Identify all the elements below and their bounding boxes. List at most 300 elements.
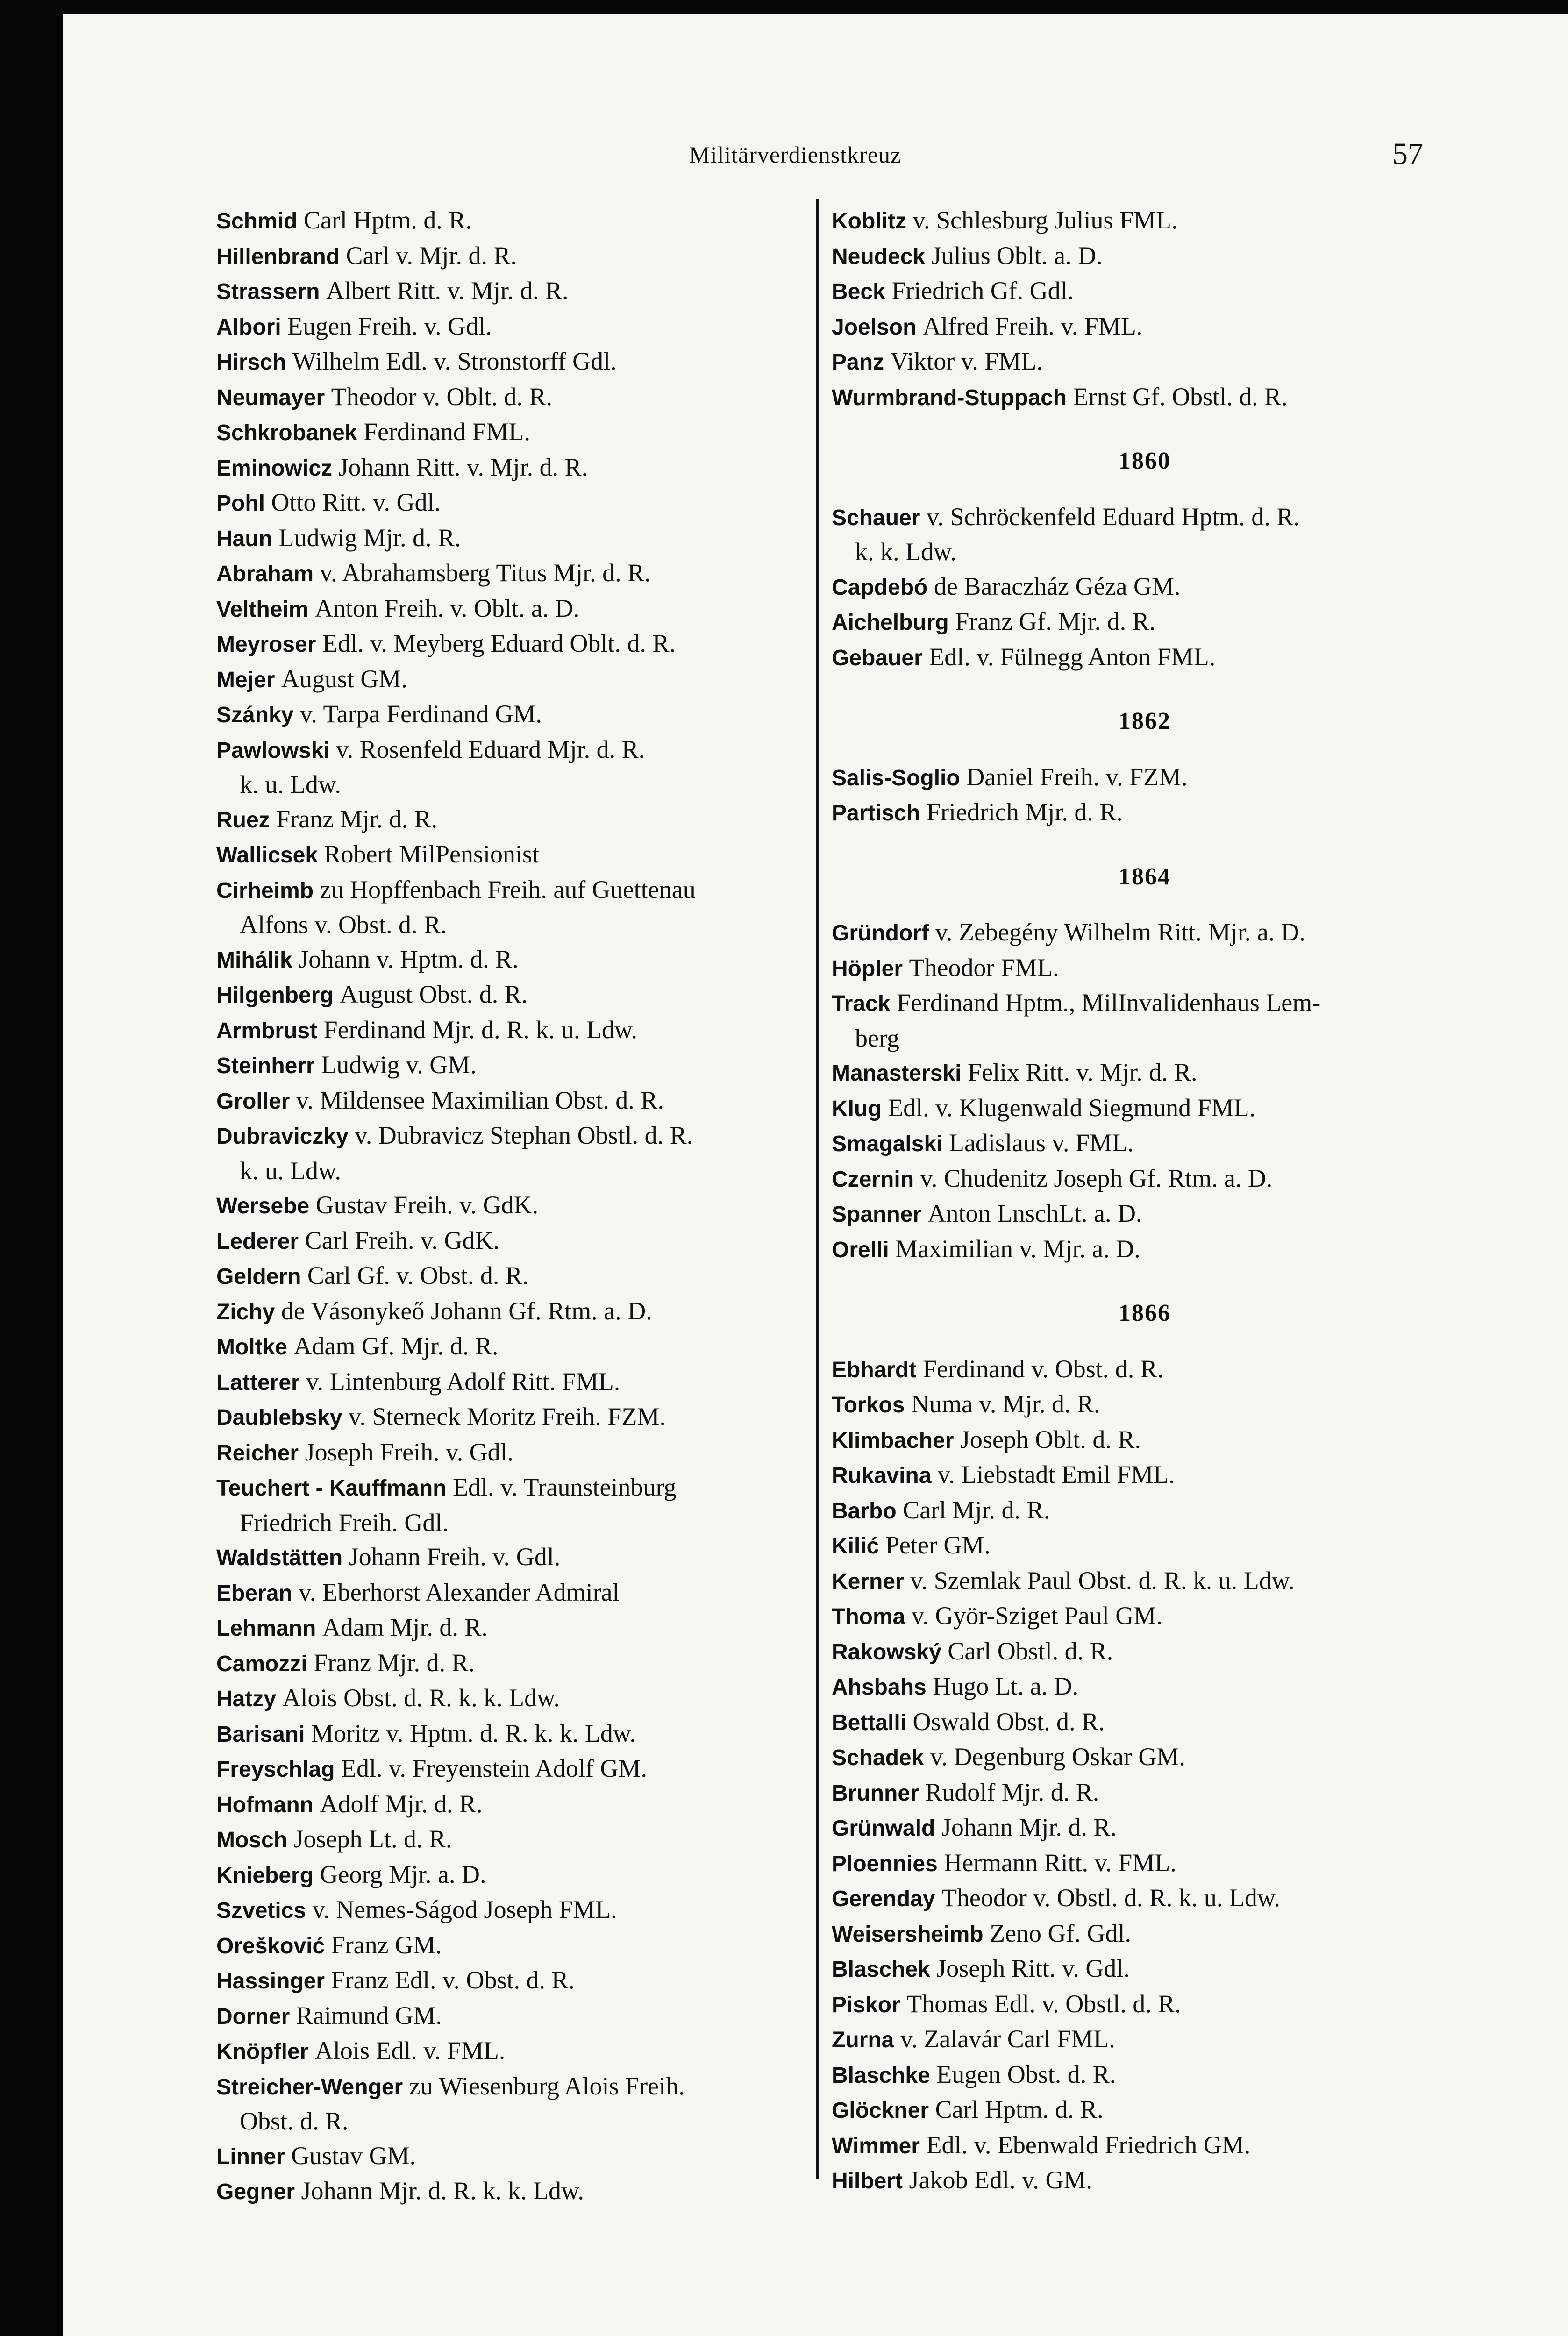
roster-entry [832, 1987, 1439, 2023]
page-number: 57 [1392, 137, 1423, 171]
entry-surname: Glöckner [832, 2098, 929, 2123]
entry-details: v. Tarpa Ferdinand GM. [299, 700, 542, 728]
entry-details: Joseph Ritt. v. Gdl. [936, 1954, 1130, 1982]
roster-entry [216, 415, 810, 450]
roster-entry [832, 1458, 1439, 1493]
entry-surname: Höpler [832, 956, 903, 981]
entry-details: Rudolf Mjr. d. R. [925, 1778, 1099, 1806]
roster-entry [832, 239, 1439, 274]
entry-details: de Vásonykeő Johann Gf. Rtm. a. D. [281, 1296, 652, 1325]
entry-surname: Barbo [832, 1498, 897, 1524]
entry-surname: Hilgenberg [216, 983, 334, 1008]
entry-details: Gustav GM. [291, 2141, 416, 2170]
entry-details: Wilhelm Edl. v. Stronstorff Gdl. [292, 347, 617, 375]
roster-entry [216, 1435, 810, 1471]
entry-surname: Track [832, 991, 891, 1016]
entry-details: Ferdinand Hptm., MilInvalidenhaus Lem- [896, 989, 1321, 1017]
entry-surname: Orelli [832, 1237, 889, 1262]
entry-details: Alois Obst. d. R. k. k. Ldw. [282, 1684, 560, 1712]
roster-entry [832, 1528, 1439, 1564]
entry-details: Edl. v. Traunsteinburg [452, 1473, 677, 1501]
entry-details: v. Sterneck Moritz Freih. FZM. [348, 1403, 666, 1431]
entry-surname: Reicher [216, 1440, 299, 1466]
roster-entry [832, 1740, 1439, 1775]
entry-surname: Freyschlag [216, 1757, 335, 1782]
roster-entry [216, 344, 810, 380]
entry-surname: Ahsbahs [832, 1675, 927, 1700]
entry-surname: Schkrobanek [216, 420, 357, 445]
roster-entry [216, 1224, 810, 1259]
roster-entry [216, 556, 810, 591]
entry-surname: Klimbacher [832, 1428, 954, 1453]
entry-details: Franz GM. [331, 1930, 442, 1959]
year-heading: 1864 [1119, 863, 1171, 890]
entry-details: Carl Hptm. d. R. [935, 2095, 1104, 2123]
entry-surname: Bettalli [832, 1710, 907, 1735]
entry-details: Raimund GM. [296, 2001, 442, 2030]
entry-surname: Steinherr [216, 1054, 315, 1078]
entry-details: Friedrich Mjr. d. R. [926, 798, 1123, 826]
entry-details: v. Rosenfeld Eduard Mjr. d. R. [336, 735, 645, 763]
roster-entry [216, 1259, 810, 1294]
entry-surname: Hirsch [216, 350, 286, 375]
entry-surname: Kerner [832, 1569, 904, 1594]
roster-entry [216, 591, 810, 627]
roster-entry [832, 203, 1439, 239]
entry-surname: Ebhardt [832, 1357, 917, 1382]
entry-details: Adam Gf. Mjr. d. R. [293, 1332, 499, 1360]
entry-surname: Hilbert [832, 2169, 903, 2194]
entry-continuation: Alfons v. Obst. d. R. [240, 911, 447, 939]
entry-surname: Mejer [216, 667, 275, 692]
entry-details: Johann Freih. v. Gdl. [349, 1543, 561, 1571]
roster-entry [216, 521, 810, 556]
entry-details: Johann Ritt. v. Mjr. d. R. [338, 453, 588, 481]
entry-details: v. Dubravicz Stephan Obstl. d. R. [355, 1121, 693, 1149]
roster-entry [216, 1681, 810, 1716]
entry-details: Friedrich Gf. Gdl. [891, 277, 1074, 305]
roster-entry [216, 1999, 810, 2034]
entry-details: v. Zebegény Wilhelm Ritt. Mjr. a. D. [935, 918, 1306, 946]
roster-entry [832, 1493, 1439, 1529]
entry-surname: Eminowicz [216, 456, 333, 481]
entry-surname: Groller [216, 1089, 290, 1114]
roster-entry [832, 1564, 1439, 1599]
entry-surname: Camozzi [216, 1651, 307, 1676]
year-heading: 1866 [1119, 1300, 1171, 1326]
entry-details: Carl Mjr. d. R. [903, 1496, 1050, 1524]
entry-surname: Lehmann [216, 1616, 316, 1641]
entry-details: Edl. v. Fülnegg Anton FML. [929, 642, 1216, 671]
roster-entry [216, 2034, 810, 2069]
entry-surname: Klug [832, 1096, 882, 1121]
entry-details: Adolf Mjr. d. R. [320, 1789, 483, 1818]
roster-entry [216, 662, 810, 698]
roster-entry [216, 802, 810, 838]
entry-surname: Wurmbrand-Stuppach [832, 385, 1067, 410]
entry-details: Hugo Lt. a. D. [933, 1672, 1079, 1700]
roster-entry [216, 1716, 810, 1752]
entry-surname: Piskor [832, 1992, 900, 2017]
entry-surname: Haun [216, 526, 272, 551]
roster-entry [832, 1161, 1439, 1197]
entry-surname: Hatzy [216, 1687, 277, 1711]
running-header: Militärverdienstkreuz [689, 142, 902, 168]
roster-entry [216, 837, 810, 873]
roster-entry [832, 2128, 1439, 2164]
entry-surname: Ploennies [832, 1851, 938, 1876]
entry-details: Numa v. Mjr. d. R. [911, 1390, 1100, 1418]
roster-entry [832, 500, 1439, 570]
entry-surname: Gründorf [832, 921, 929, 946]
entry-surname: Mosch [216, 1828, 288, 1852]
entry-details: Franz Mjr. d. R. [314, 1648, 475, 1677]
roster-entry [832, 1810, 1439, 1846]
roster-entry [832, 605, 1439, 640]
entry-surname: Gerenday [832, 1887, 935, 1911]
entry-details: Joseph Lt. d. R. [293, 1825, 452, 1853]
entry-details: August Obst. d. R. [340, 980, 528, 1008]
roster-entry [216, 1188, 810, 1224]
roster-entry [832, 1669, 1439, 1705]
entry-surname: Teuchert - Kauffmann [216, 1476, 447, 1501]
entry-surname: Aichelburg [832, 610, 949, 635]
entry-surname: Schmid [216, 209, 298, 234]
roster-entry [216, 1858, 810, 1893]
roster-entry [216, 1400, 810, 1435]
entry-surname: Szvetics [216, 1898, 306, 1923]
roster-entry [832, 344, 1439, 380]
roster-entry [832, 915, 1439, 951]
roster-entry [216, 977, 810, 1013]
roster-entry [216, 873, 810, 942]
entry-details: Julius Oblt. a. D. [931, 241, 1103, 270]
entry-surname: Dubraviczky [216, 1124, 349, 1149]
entry-details: Hermann Ritt. v. FML. [944, 1848, 1176, 1877]
entry-details: v. Szemlak Paul Obst. d. R. k. u. Ldw. [910, 1566, 1295, 1595]
roster-entry [216, 2069, 810, 2139]
entry-surname: Dorner [216, 2004, 290, 2029]
entry-surname: Armbrust [216, 1018, 318, 1043]
entry-continuation: Obst. d. R. [240, 2107, 349, 2135]
entry-surname: Albori [216, 314, 281, 340]
entry-details: v. Nemes-Ságod Joseph FML. [312, 1895, 617, 1923]
entry-details: Edl. v. Freyenstein Adolf GM. [341, 1754, 647, 1782]
roster-entry [216, 1470, 810, 1540]
entry-details: Eugen Freih. v. Gdl. [287, 312, 492, 340]
roster-entry [216, 1048, 810, 1083]
entry-surname: Pohl [216, 491, 265, 516]
entry-details: Anton LnschLt. a. D. [927, 1199, 1142, 1227]
roster-entry [832, 986, 1439, 1055]
entry-surname: Hassinger [216, 1969, 325, 1994]
roster-entry [216, 1928, 810, 1964]
roster-entry [216, 203, 810, 239]
entry-details: Ladislaus v. FML. [948, 1129, 1134, 1157]
entry-surname: Daublebsky [216, 1405, 342, 1430]
roster-entry [832, 1881, 1439, 1916]
roster-entry [832, 1705, 1439, 1740]
entry-details: v. Györ-Sziget Paul GM. [911, 1602, 1162, 1630]
entry-details: v. Liebstadt Emil FML. [937, 1460, 1175, 1488]
entry-details: v. Eberhorst Alexander Admiral [299, 1578, 620, 1606]
roster-entry [216, 627, 810, 662]
entry-surname: Blaschek [832, 1957, 930, 1982]
entry-surname: Strassern [216, 279, 320, 304]
entry-surname: Smagalski [832, 1132, 943, 1156]
entry-surname: Ruez [216, 807, 270, 833]
entry-details: Franz Gf. Mjr. d. R. [955, 607, 1156, 635]
entry-surname: Blaschke [832, 2063, 930, 2088]
entry-details: Franz Edl. v. Obst. d. R. [331, 1966, 575, 1994]
roster-entry [832, 1126, 1439, 1161]
entry-details: Joseph Freih. v. Gdl. [305, 1438, 514, 1466]
entry-surname: Zichy [216, 1299, 275, 1325]
entry-details: v. Schröckenfeld Eduard Hptm. d. R. [926, 502, 1300, 531]
entry-surname: Neudeck [832, 244, 926, 269]
entry-details: Jakob Edl. v. GM. [909, 2166, 1092, 2194]
roster-entry [832, 274, 1439, 309]
entry-surname: Gegner [216, 2179, 295, 2204]
entry-surname: Streicher-Wenger [216, 2074, 403, 2100]
roster-entry [216, 1893, 810, 1928]
roster-entry [832, 1775, 1439, 1811]
entry-details: v. Chudenitz Joseph Gf. Rtm. a. D. [920, 1164, 1273, 1192]
roster-entry [216, 1329, 810, 1365]
roster-entry [832, 760, 1439, 796]
entry-details: zu Wiesenburg Alois Freih. [409, 2072, 685, 2100]
roster-entry [216, 697, 810, 733]
entry-details: Ferdinand v. Obst. d. R. [922, 1354, 1164, 1383]
entry-details: de Baraczház Géza GM. [934, 572, 1181, 600]
entry-surname: Joelson [832, 314, 917, 340]
entry-surname: Grünwald [832, 1816, 935, 1841]
entry-surname: Knieberg [216, 1863, 314, 1888]
entry-details: Ludwig Mjr. d. R. [278, 523, 461, 552]
roster-entry [216, 1540, 810, 1575]
entry-surname: Schauer [832, 505, 920, 530]
entry-continuation: k. u. Ldw. [240, 1156, 341, 1185]
entry-details: Alois Edl. v. FML. [314, 2037, 506, 2065]
roster-entry [832, 1232, 1439, 1268]
entry-details: Georg Mjr. a. D. [320, 1860, 486, 1888]
roster-entry [832, 1951, 1439, 1987]
roster-entry [216, 1013, 810, 1048]
entry-details: v. Lintenburg Adolf Ritt. FML. [306, 1367, 620, 1396]
entry-surname: Torkos [832, 1393, 905, 1417]
roster-entry [832, 1352, 1439, 1388]
entry-details: v. Schlesburg Julius FML. [912, 206, 1178, 234]
roster-entry [832, 640, 1439, 676]
roster-entry [832, 2022, 1439, 2058]
entry-details: Otto Ritt. v. Gdl. [271, 488, 441, 516]
entry-details: Theodor v. Oblt. d. R. [331, 382, 553, 411]
entry-surname: Cirheimb [216, 878, 314, 903]
entry-details: v. Abrahamsberg Titus Mjr. d. R. [320, 559, 651, 587]
entry-details: Carl Freih. v. GdK. [305, 1226, 500, 1254]
entry-details: Oswald Obst. d. R. [912, 1707, 1105, 1736]
roster-entry [832, 1091, 1439, 1126]
entry-surname: Partisch [832, 801, 920, 826]
entry-details: Ferdinand FML. [363, 418, 530, 446]
roster-entry [832, 1387, 1439, 1423]
entry-details: Carl Hptm. d. R. [303, 206, 472, 234]
entry-surname: Hofmann [216, 1792, 314, 1817]
entry-surname: Meyroser [216, 632, 316, 657]
entry-details: Johann Mjr. d. R. k. k. Ldw. [301, 2177, 584, 2205]
entry-surname: Waldstätten [216, 1545, 343, 1570]
entry-details: Thomas Edl. v. Obstl. d. R. [906, 1989, 1181, 2018]
entry-details: Edl. v. Ebenwald Friedrich GM. [926, 2130, 1251, 2159]
entry-surname: Abraham [216, 562, 314, 586]
entry-details: Joseph Oblt. d. R. [960, 1425, 1141, 1453]
roster-entry [832, 1055, 1439, 1091]
roster-entry [216, 1787, 810, 1823]
entry-surname: Veltheim [216, 597, 309, 622]
entry-surname: Kilić [832, 1534, 879, 1559]
entry-surname: Linner [216, 2144, 285, 2169]
entry-details: Zeno Gf. Gdl. [990, 1919, 1132, 1947]
roster-entry [832, 2163, 1439, 2199]
entry-details: v. Degenburg Oskar GM. [930, 1743, 1185, 1771]
roster-entry [832, 795, 1439, 831]
roster-entry [216, 1118, 810, 1188]
roster-entry [832, 2093, 1439, 2128]
roster-entry [832, 309, 1439, 345]
entry-surname: Zurna [832, 2028, 894, 2052]
entry-details: Felix Ritt. v. Mjr. d. R. [967, 1058, 1197, 1086]
entry-surname: Manasterski [832, 1061, 962, 1086]
entry-surname: Lederer [216, 1229, 299, 1254]
entry-details: Gustav Freih. v. GdK. [315, 1191, 539, 1219]
entry-surname: Geldern [216, 1264, 301, 1289]
roster-entry [216, 1365, 810, 1400]
entry-surname: Moltke [216, 1335, 288, 1360]
roster-entry [216, 1575, 810, 1611]
roster-entry [832, 1196, 1439, 1232]
entry-details: Theodor v. Obstl. d. R. k. u. Ldw. [941, 1884, 1280, 1912]
roster-entry [216, 450, 810, 486]
roster-entry [216, 274, 810, 309]
entry-surname: Schadek [832, 1745, 924, 1770]
entry-details: Edl. v. Klugenwald Siegmund FML. [888, 1093, 1256, 1122]
left-column [216, 203, 810, 2209]
entry-surname: Latterer [216, 1370, 300, 1395]
entry-surname: Knöpfler [216, 2039, 309, 2064]
roster-entry [216, 1963, 810, 1999]
entry-details: Carl Gf. v. Obst. d. R. [307, 1261, 529, 1289]
entry-surname: Mihálik [216, 947, 292, 973]
entry-surname: Rukavina [832, 1463, 932, 1488]
entry-details: Franz Mjr. d. R. [276, 805, 438, 833]
roster-entry [216, 380, 810, 415]
roster-entry [832, 380, 1439, 415]
roster-entry [216, 942, 810, 978]
entry-details: Anton Freih. v. Oblt. a. D. [314, 594, 580, 622]
entry-continuation: Friedrich Freih. Gdl. [240, 1508, 449, 1537]
entry-details: Johann v. Hptm. d. R. [299, 945, 519, 973]
entry-surname: Weisersheimb [832, 1922, 984, 1947]
entry-surname: Gebauer [832, 645, 923, 670]
roster-entry [216, 1646, 810, 1681]
roster-entry [832, 1916, 1439, 1952]
entry-details: v. Zalavár Carl FML. [900, 2025, 1115, 2053]
entry-details: Ernst Gf. Obstl. d. R. [1073, 382, 1288, 411]
entry-surname: Hillenbrand [216, 244, 340, 269]
roster-entry [216, 309, 810, 345]
entry-details: v. Mildensee Maximilian Obst. d. R. [296, 1086, 664, 1114]
entry-details: Carl Obstl. d. R. [948, 1637, 1113, 1665]
entry-continuation: berg [855, 1024, 899, 1052]
roster-entry [216, 239, 810, 274]
roster-entry [832, 951, 1439, 986]
entry-details: Viktor v. FML. [890, 347, 1043, 375]
roster-entry [216, 1610, 810, 1646]
entry-surname: Rakowský [832, 1639, 941, 1665]
entry-details: Peter GM. [885, 1531, 991, 1559]
entry-details: Eugen Obst. d. R. [936, 2060, 1116, 2088]
entry-details: Robert MilPensionist [324, 840, 540, 868]
entry-details: Ferdinand Mjr. d. R. k. u. Ldw. [323, 1015, 637, 1044]
entry-continuation: k. k. Ldw. [855, 538, 956, 566]
entry-surname: Koblitz [832, 209, 906, 234]
entry-surname: Panz [832, 350, 884, 375]
entry-surname: Brunner [832, 1780, 919, 1806]
entry-surname: Wallicsek [216, 843, 318, 868]
entry-surname: Eberan [216, 1581, 292, 1606]
year-heading: 1860 [1119, 448, 1171, 474]
roster-entry [832, 1599, 1439, 1634]
book-page [63, 14, 1568, 2336]
right-column [832, 203, 1439, 2199]
entry-surname: Barisani [216, 1722, 305, 1747]
entry-details: Theodor FML. [909, 953, 1059, 982]
entry-details: Ludwig v. GM. [321, 1051, 477, 1079]
entry-details: Adam Mjr. d. R. [322, 1613, 488, 1641]
entry-surname: Szánky [216, 703, 294, 727]
entry-surname: Wimmer [832, 2133, 920, 2158]
roster-entry [216, 733, 810, 802]
entry-continuation: k. u. Ldw. [240, 770, 341, 798]
roster-entry [216, 2174, 810, 2209]
entry-surname: Salis-Soglio [832, 765, 960, 791]
entry-surname: Wersebe [216, 1194, 310, 1218]
entry-details: Daniel Freih. v. FZM. [966, 762, 1188, 791]
roster-entry [832, 1846, 1439, 1881]
column-divider [816, 199, 819, 2179]
entry-surname: Spanner [832, 1202, 922, 1227]
entry-surname: Czernin [832, 1167, 914, 1192]
entry-surname: Pawlowski [216, 738, 330, 763]
entry-details: Moritz v. Hptm. d. R. k. k. Ldw. [311, 1719, 636, 1747]
roster-entry [832, 570, 1439, 605]
roster-entry [832, 1423, 1439, 1458]
entry-surname: Neumayer [216, 385, 325, 410]
entry-details: August GM. [281, 664, 407, 693]
year-heading: 1862 [1119, 708, 1171, 734]
entry-surname: Thoma [832, 1604, 905, 1629]
entry-details: Albert Ritt. v. Mjr. d. R. [326, 277, 569, 305]
roster-entry [832, 1634, 1439, 1670]
entry-surname: Beck [832, 279, 885, 304]
entry-details: Maximilian v. Mjr. a. D. [895, 1234, 1140, 1263]
roster-entry [216, 485, 810, 521]
roster-entry [216, 2139, 810, 2174]
entry-details: Edl. v. Meyberg Eduard Oblt. d. R. [322, 629, 676, 657]
roster-entry [216, 1083, 810, 1119]
roster-entry [216, 1822, 810, 1858]
roster-entry [832, 2058, 1439, 2093]
